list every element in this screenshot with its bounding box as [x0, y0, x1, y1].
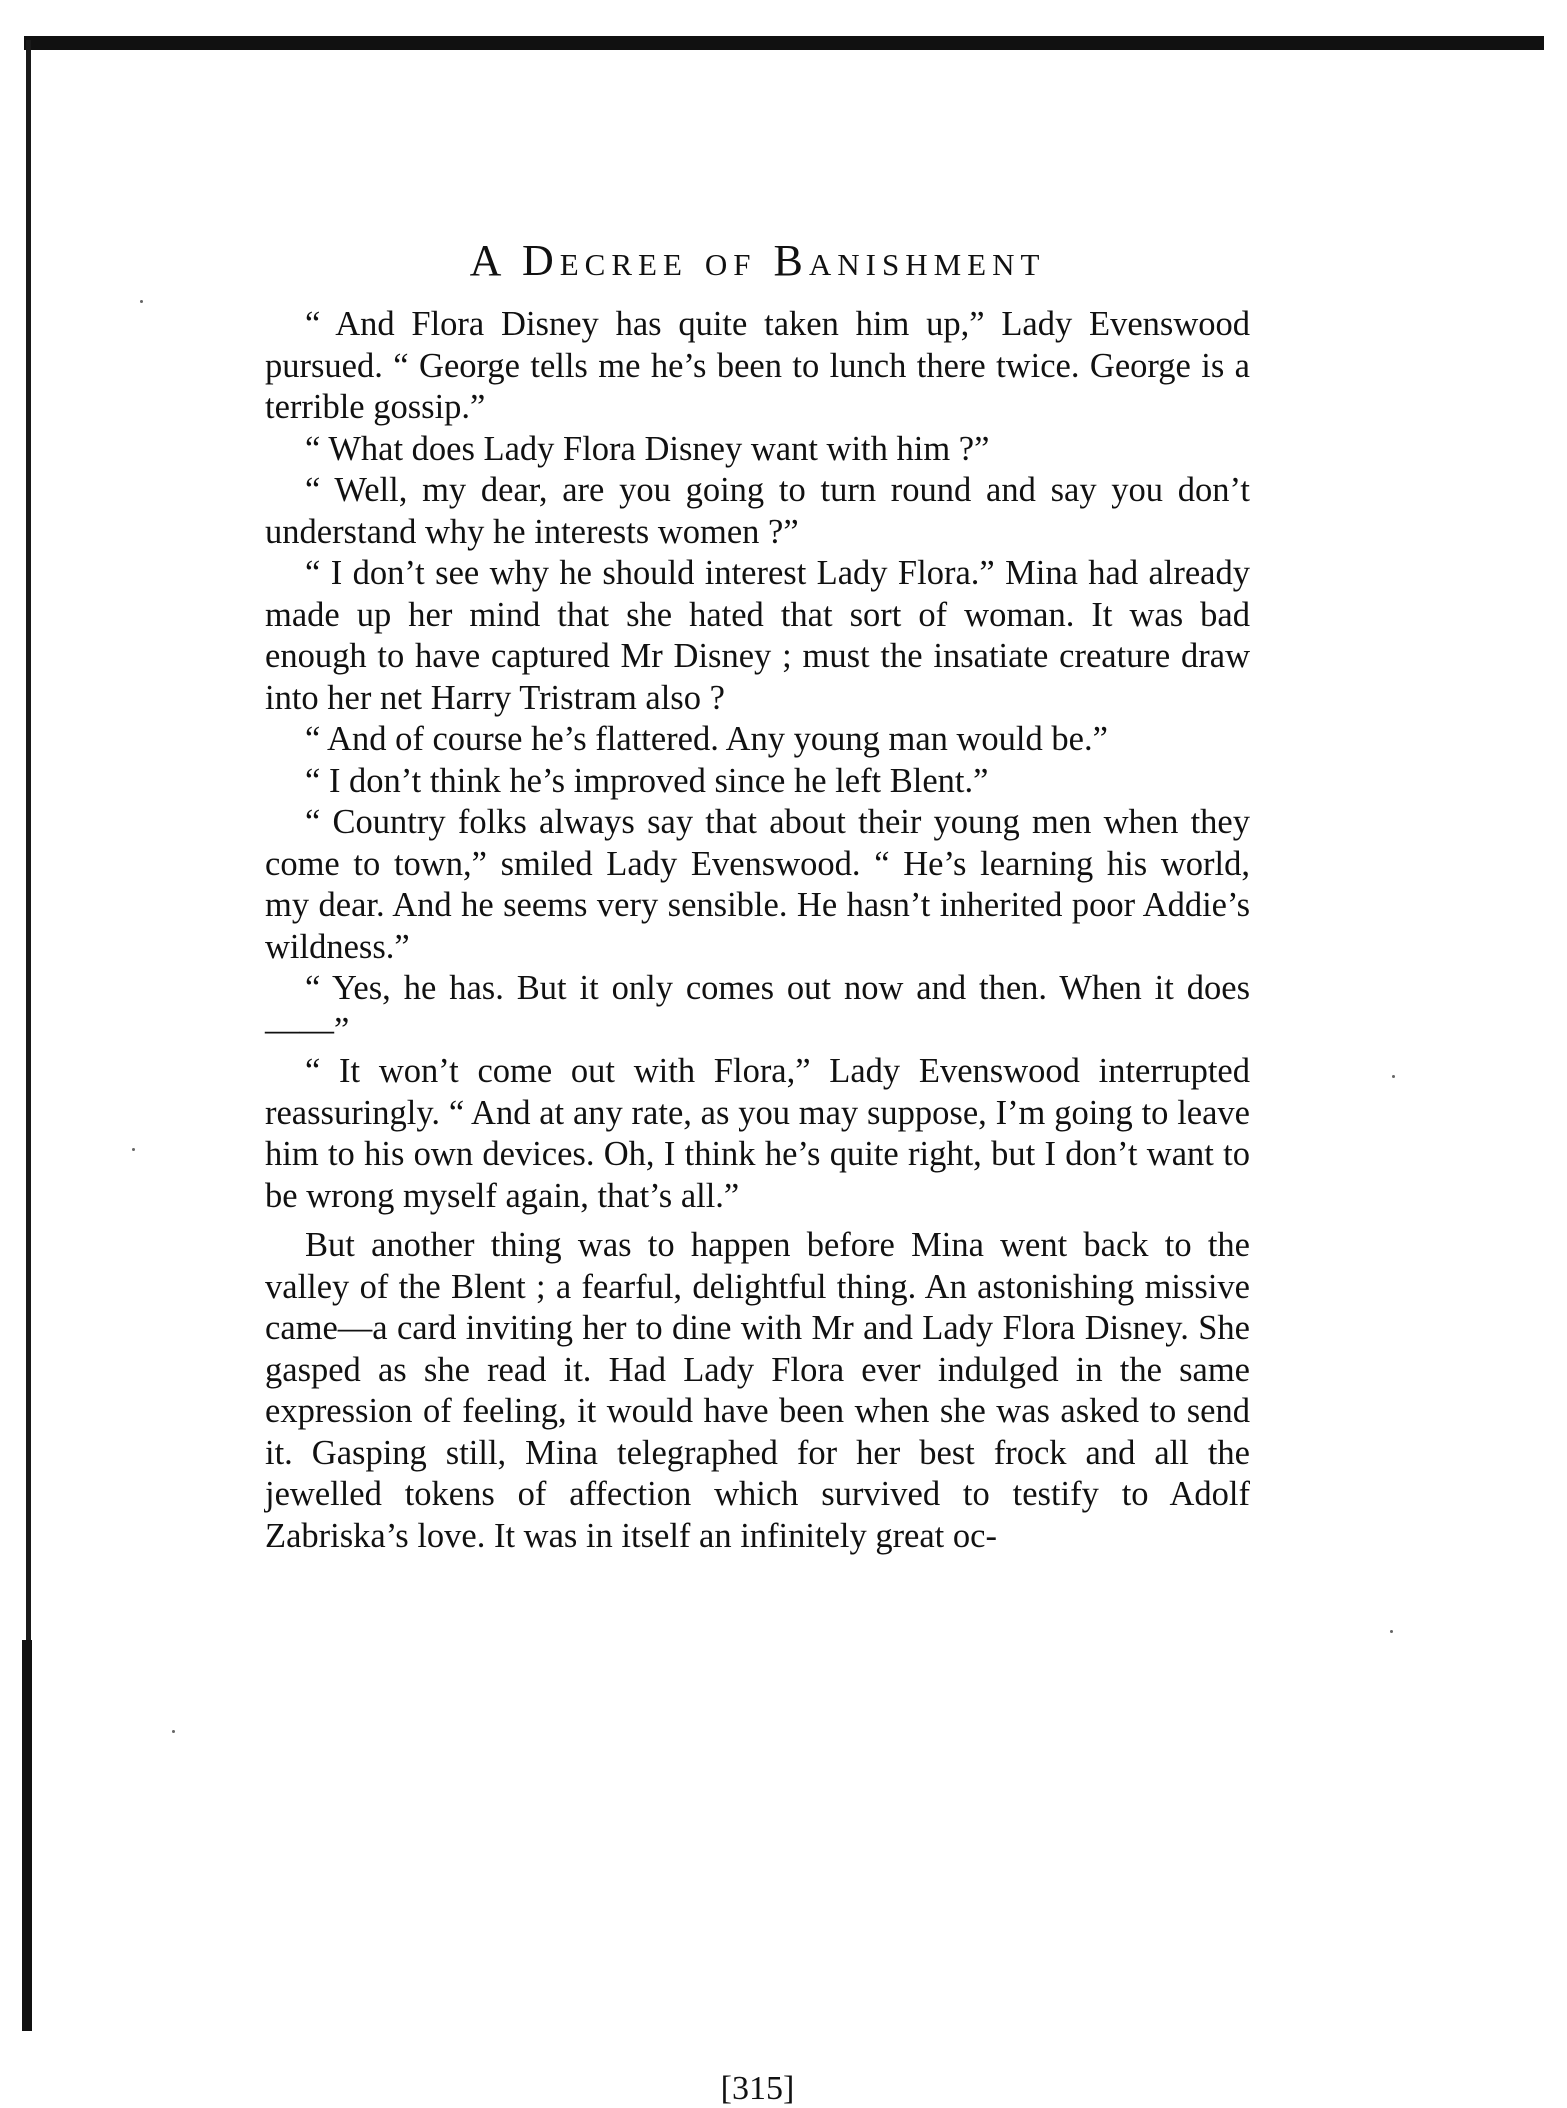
running-title: A Decree of Banishment	[469, 236, 1046, 285]
paragraph: “ Yes, he has. But it only comes out now and then. When it does——”	[265, 969, 1250, 1049]
body-text	[265, 304, 1250, 1557]
paragraph: “ Country folks always say that about their young men when they come to town,” smiled Lady Evenswood. “ He’s learning his world, my dear. And he seems very sensible. He hasn’t inherited poor Addie’s wildness.”	[265, 803, 1250, 966]
paper-speck	[140, 300, 143, 303]
paragraph: But another thing was to happen before Mina went back to the valley of the Blent ; a fearful, delightful thing. An astonishing missive came—a card inviting her to dine with Mr and Lady Flora Disney. She gasped as she read it. Had Lady Flora ever indulged in the same expression of feeling, it would have been when she was asked to send it. Gasping still, Mina telegraphed for her best frock and all the jewelled tokens of affection which survived to testify to Adolf Zabriska’s love. It was in itself an infinitely great oc-	[265, 1226, 1250, 1555]
paragraph: “ I don’t think he’s improved since he left Blent.”	[305, 761, 989, 800]
top-border-rule	[24, 36, 1544, 50]
left-border-rule-thick	[22, 1640, 32, 2031]
paper-speck	[1392, 1075, 1395, 1078]
paragraph: “ And Flora Disney has quite taken him up,” Lady Evenswood pursued. “ George tells me he’s been to lunch there twice. George is a terrible gossip.”	[265, 305, 1250, 426]
paragraph: “ And of course he’s flattered. Any young man would be.”	[305, 720, 1108, 758]
paragraph: “ Well, my dear, are you going to turn round and say you don’t understand why he interests women ?”	[265, 471, 1250, 551]
paragraph: “ What does Lady Flora Disney want with him ?”	[305, 429, 990, 468]
paper-speck	[1390, 1630, 1393, 1633]
paper-speck	[132, 1148, 135, 1151]
paragraph: “ It won’t come out with Flora,” Lady Evenswood interrupted reassuringly. “ And at any rate, as you may suppose, I’m going to leave him to his own devices. Oh, I think he’s quite right, but I don’t want to be wrong myself again, that’s all.”	[265, 1052, 1250, 1215]
book-page	[265, 235, 1250, 2107]
page-number: [315]	[720, 2070, 795, 2107]
paper-speck	[172, 1730, 175, 1733]
paragraph: “ I don’t see why he should interest Lady Flora.” Mina had already made up her mind that she hated that sort of woman. It was bad enough to have captured Mr Disney ; must the insatiate creature draw into her net Harry Tristram also ?	[265, 554, 1250, 717]
